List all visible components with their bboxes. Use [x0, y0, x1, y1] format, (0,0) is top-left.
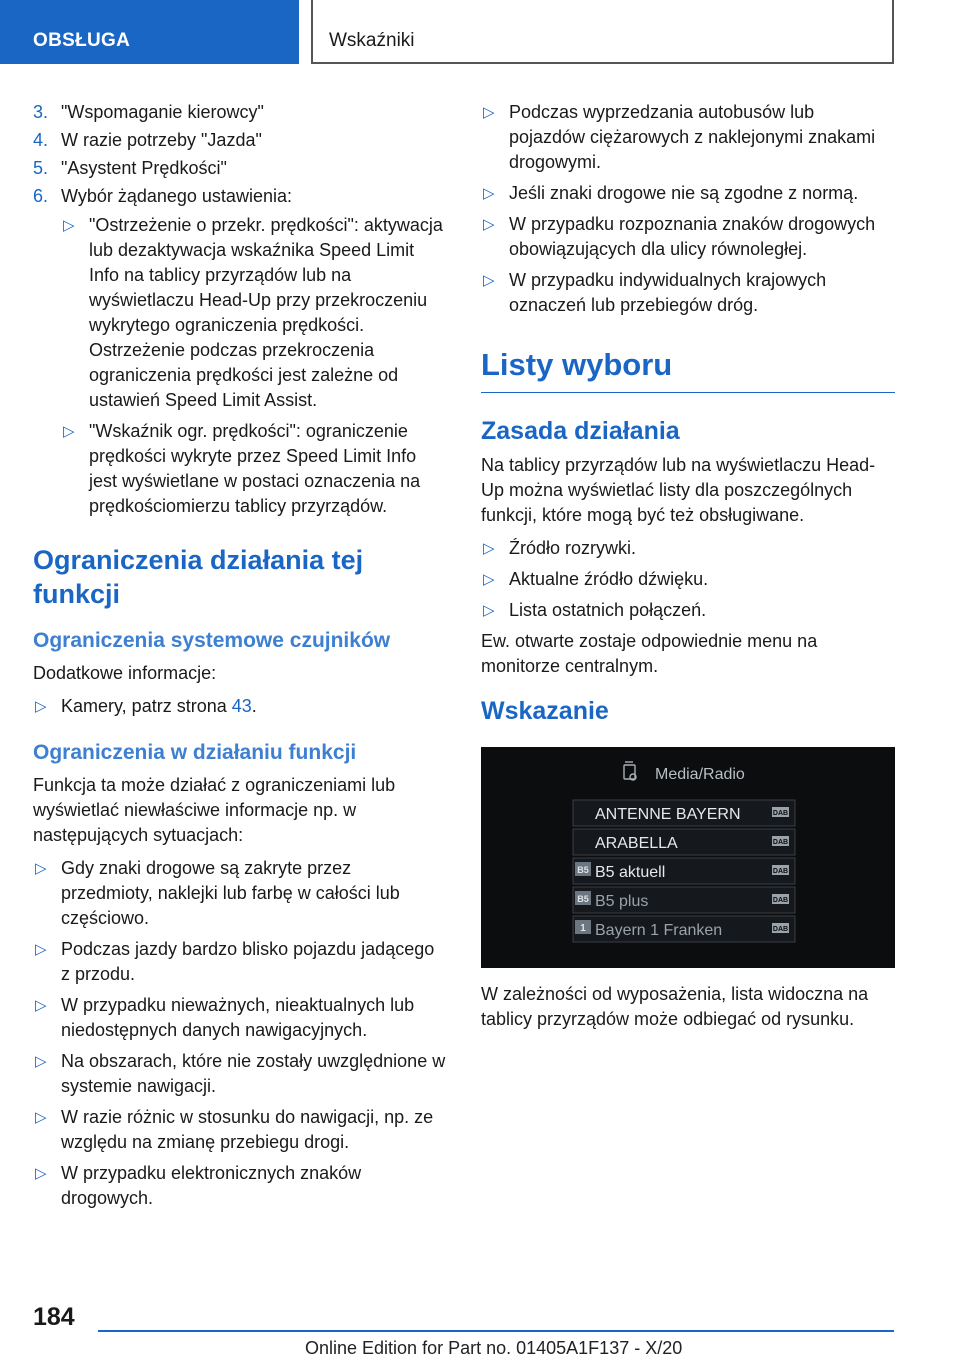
bullet-text: Źródło rozrywki. [509, 538, 637, 558]
heading-principle: Zasada działania [481, 417, 680, 445]
list-item: ▷ Kamery, patrz strona 43. [33, 694, 447, 719]
list-item [33, 1161, 447, 1211]
list-item [481, 268, 895, 318]
bullet-text: Gdy znaki drogowe są zakryte przez przedmioty, naklejki lub farbę w całości lub częściowo. [61, 858, 400, 928]
svg-text:DAB: DAB [772, 897, 789, 904]
bullet-text: W przypadku indywidualnych krajowych oznaczeń lub przebiegów dróg. [509, 270, 827, 315]
bullet-text: Podczas jazdy bardzo blisko pojazdu jadącego z przodu. [61, 939, 435, 984]
list-item [481, 212, 895, 262]
triangle-bullet-icon: ▷ [483, 272, 495, 289]
heading-sensors: Ograniczenia systemowe czujników [33, 629, 391, 652]
list-item [481, 100, 895, 175]
chapter-tab [311, 0, 894, 64]
triangle-bullet-icon: ▷ [35, 941, 47, 958]
section-title: OBSŁUGA [33, 30, 131, 51]
bullet-text: W przypadku elektronicznych znaków drogowych. [61, 1163, 362, 1208]
left-column [33, 100, 447, 1217]
list-item [481, 181, 895, 206]
svg-text:DAB: DAB [772, 926, 789, 933]
list-item [481, 598, 895, 623]
station-name: ANTENNE BAYERN [595, 806, 741, 823]
step-text: W razie potrzeby "Jazda" [61, 130, 262, 150]
svg-text:DAB: DAB [772, 839, 789, 846]
triangle-bullet-icon: ▷ [35, 1165, 47, 1182]
heading-display: Wskazanie [481, 697, 609, 725]
step-number: 5. [33, 158, 49, 178]
list-item [481, 536, 895, 561]
list-item [481, 567, 895, 592]
figure-caption: W zależności od wyposażenia, lista widoczna na tablicy przyrządów może odbiegać od rysunku. [481, 984, 869, 1029]
svg-text:DAB: DAB [772, 810, 789, 817]
list-item [61, 213, 447, 413]
step-text: "Wspomaganie kierowcy" [61, 102, 264, 122]
bullet-text: Podczas wyprzedzania autobusów lub pojazdów ciężarowych z naklejonymi znakami drogowymi. [509, 102, 876, 172]
step-item [33, 100, 447, 125]
right-column [481, 100, 895, 1040]
triangle-bullet-icon: ▷ [63, 423, 75, 440]
triangle-bullet-icon: ▷ [63, 217, 75, 234]
sensors-intro: Dodatkowe informacje: [33, 663, 217, 683]
heading-limits: Ograniczenia działania tej funkcji [33, 545, 364, 609]
heading-function-limits: Ograniczenia w działaniu funkcji [33, 741, 357, 764]
station-name: ARABELLA [595, 835, 678, 852]
list-item [33, 856, 447, 931]
step-item [33, 156, 447, 181]
bullet-text: W przypadku rozpoznania znaków drogowych obowiązujących dla ulicy równoległej. [509, 214, 876, 259]
function-intro: Funkcja ta może działać z ograniczeniami lub wyświetlać niewłaściwe informacje np. w następujących sytuacjach: [33, 775, 396, 845]
station-name: B5 plus [595, 893, 649, 910]
triangle-bullet-icon: ▷ [35, 1109, 47, 1126]
bullet-text: Lista ostatnich połączeń. [509, 600, 707, 620]
page-link[interactable]: 43 [231, 696, 252, 716]
step6-options [61, 213, 447, 519]
bullet-text: Aktualne źródło dźwięku. [509, 569, 709, 589]
list-item [33, 993, 447, 1043]
triangle-bullet-icon: ▷ [483, 185, 495, 202]
triangle-bullet-icon: ▷ [483, 602, 495, 619]
bullet-text: Na obszarach, które nie zostały uwzględnione w systemie nawigacji. [61, 1051, 446, 1096]
step-number: 4. [33, 130, 49, 150]
triangle-bullet-icon: ▷ [35, 997, 47, 1014]
list-item [33, 1049, 447, 1099]
step-text: "Asystent Prędkości" [61, 158, 227, 178]
triangle-bullet-icon: ▷ [483, 104, 495, 121]
footer-divider [98, 1330, 894, 1332]
triangle-bullet-icon: ▷ [483, 540, 495, 557]
step-item [33, 184, 447, 209]
triangle-bullet-icon: ▷ [483, 216, 495, 233]
station-logo-text: B5 [577, 894, 589, 904]
list-item [61, 419, 447, 519]
list-item [33, 937, 447, 987]
station-logo-text: 1 [580, 923, 586, 934]
step-text: Wybór żądanego ustawienia: [61, 186, 292, 206]
principle-after: Ew. otwarte zostaje odpowiednie menu na monitorze centralnym. [481, 631, 818, 676]
media-radio-screenshot [481, 747, 895, 968]
triangle-bullet-icon: ▷ [35, 1053, 47, 1070]
step-number: 3. [33, 102, 49, 122]
bullet-text: W razie różnic w stosunku do nawigacji, np. ze względu na zmianę przebiegu drogi. [61, 1107, 434, 1152]
list-item [33, 1105, 447, 1155]
station-name: Bayern 1 Franken [595, 922, 723, 939]
triangle-bullet-icon: ▷ [35, 698, 47, 715]
step-item [33, 128, 447, 153]
bullet-text: "Ostrzeżenie o przekr. prędkości": aktywacja lub dezaktywacja wskaźnika Speed Limit Info na tablicy przyrządów lub na wyświetlaczu Head-Up przy przekroczeniu wykrytego ograniczenia prędkości. Ostrzeżenie podczas przekroczenia ograniczenia prędkości jest zależne od ustawień Speed Limit Assist. [89, 215, 443, 410]
bullet-text: Kamery, patrz strona [61, 696, 232, 716]
chapter-title: Wskaźniki [329, 30, 415, 51]
edition-footer: Online Edition for Part no. 01405A1F137 - X/20 [305, 1338, 683, 1358]
heading-selection-lists: Listy wyboru [481, 346, 895, 393]
bullet-text: Jeśli znaki drogowe nie są zgodne z normą. [509, 183, 859, 203]
step-number: 6. [33, 186, 49, 206]
bullet-text: "Wskaźnik ogr. prędkości": ograniczenie prędkości wykryte przez Speed Limit Info jest wyświetlane w postaci oznaczenia na prędkościomierzu tablicy przyrządów. [89, 421, 421, 516]
svg-text:DAB: DAB [772, 868, 789, 875]
page-number: 184 [33, 1303, 75, 1331]
bullet-text: W przypadku nieważnych, nieaktualnych lub niedostępnych danych nawigacyjnych. [61, 995, 415, 1040]
principle-text: Na tablicy przyrządów lub na wyświetlaczu Head-Up można wyświetlać listy dla poszczególnych funkcji, które mogą być też obsługiwane. [481, 455, 876, 525]
section-tab[interactable] [0, 0, 299, 64]
station-logo-text: B5 [577, 865, 589, 875]
media-radio-display [481, 747, 895, 968]
triangle-bullet-icon: ▷ [35, 860, 47, 877]
station-name: B5 aktuell [595, 864, 666, 881]
screen-title: Media/Radio [655, 766, 745, 783]
triangle-bullet-icon: ▷ [483, 571, 495, 588]
